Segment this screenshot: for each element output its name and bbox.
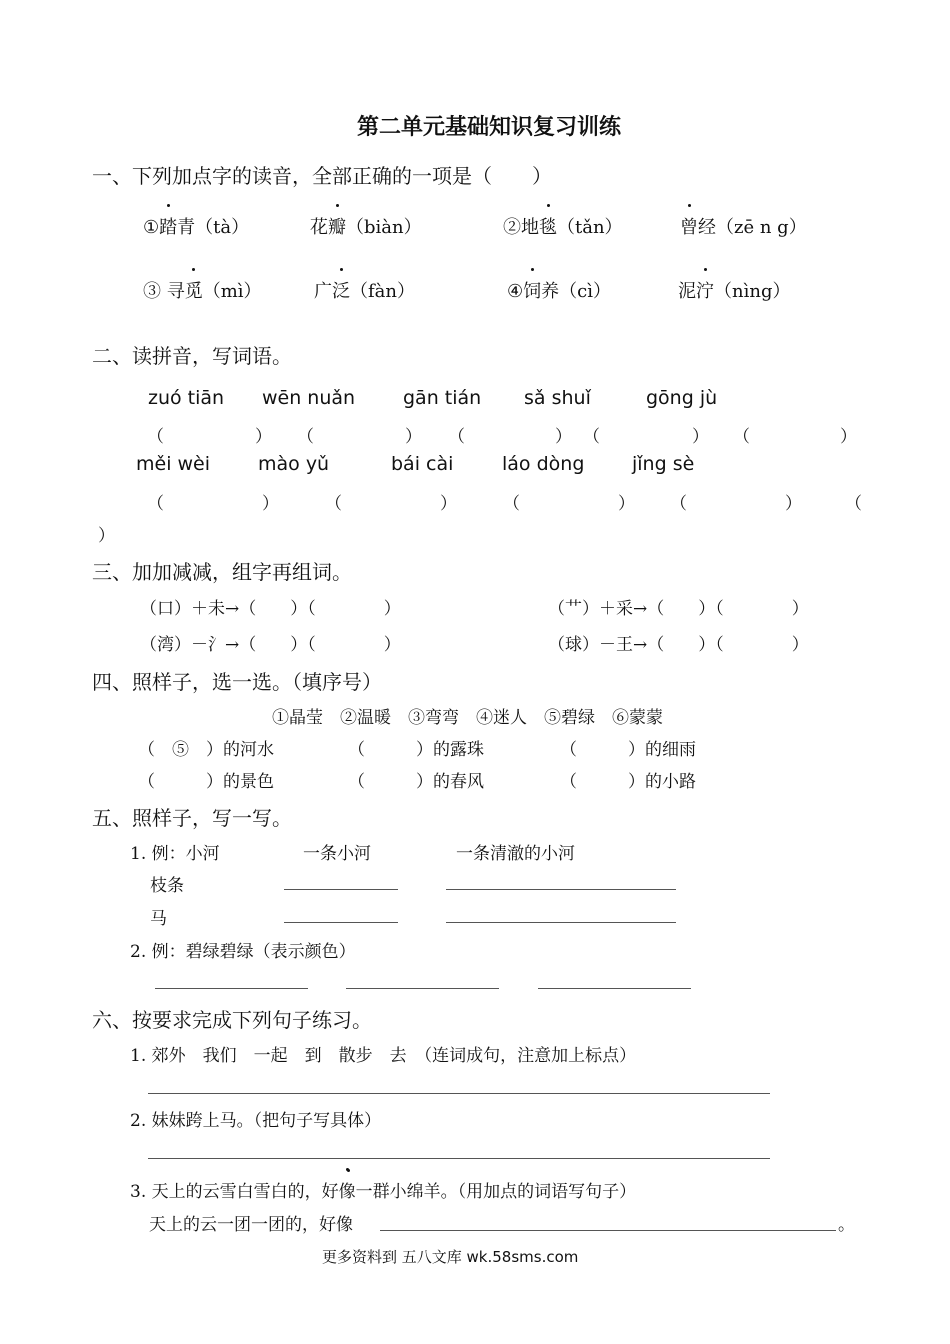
q4-heading: 四、照样子，选一选。（填序号） bbox=[92, 670, 382, 694]
pinyin-item: zuó tiān bbox=[148, 387, 225, 409]
pinyin-item: bái cài bbox=[391, 453, 454, 475]
pinyin-item: jǐng sè bbox=[632, 453, 695, 475]
answer-bracket-close: ） bbox=[98, 526, 115, 546]
q1-option-4a: ④饲养（cì） bbox=[507, 277, 611, 303]
q6-answer-prefix: 天上的云一团一团的，好像 bbox=[149, 1215, 353, 1235]
answer-bracket-open: （ bbox=[670, 494, 687, 514]
answer-bracket-open: （ bbox=[147, 494, 164, 514]
q1-option-2b: 曾经（zē n g） bbox=[680, 213, 807, 239]
answer-bracket-close: ） bbox=[255, 427, 272, 447]
q5-word: 枝条 bbox=[150, 876, 184, 896]
answer-bracket-open: （ bbox=[733, 427, 750, 447]
pinyin-item: mào yǔ bbox=[258, 453, 330, 475]
q6-sentence-3: 3. 天上的云雪白雪白的，好像一群小绵羊。（用加点的词语写句子） bbox=[130, 1177, 636, 1202]
q5-heading: 五、照样子，写一写。 bbox=[92, 806, 292, 830]
q6-answer-end: 。 bbox=[838, 1215, 855, 1235]
q1-option-1a: ①踏青（tà） bbox=[143, 213, 249, 239]
answer-bracket-open: （ bbox=[845, 494, 862, 514]
answer-bracket-close: ） bbox=[440, 494, 457, 514]
answer-bracket-open: （ bbox=[325, 494, 342, 514]
emphasis-dot bbox=[347, 1169, 350, 1172]
q3-item: （球）－王→（ ）（ ） bbox=[548, 635, 809, 655]
pinyin-item: gān tián bbox=[403, 387, 482, 409]
dotted-char: 曾 bbox=[680, 213, 698, 239]
answer-bracket-close: ） bbox=[618, 494, 635, 514]
q5-example-label: 1. 例：小河 bbox=[130, 844, 220, 864]
answer-line[interactable] bbox=[538, 988, 691, 989]
q1-option-2a: ②地毯（tǎn） bbox=[503, 213, 623, 239]
answer-bracket-open: （ bbox=[583, 427, 600, 447]
dotted-char: 觅 bbox=[185, 277, 203, 303]
footer-text: 更多资料到 五八文库 wk.58sms.com bbox=[322, 1248, 579, 1266]
answer-bracket-open: （ bbox=[448, 427, 465, 447]
q5-example-2: 2. 例：碧绿碧绿（表示颜色） bbox=[130, 942, 356, 962]
answer-line[interactable] bbox=[155, 988, 308, 989]
q3-item: （湾）－氵→（ ）（ ） bbox=[140, 635, 401, 655]
pinyin-item: láo dòng bbox=[502, 453, 585, 475]
dotted-mark-first bbox=[343, 1177, 357, 1181]
q1-option-1b: 花瓣（biàn） bbox=[310, 213, 422, 239]
answer-bracket-close: ） bbox=[785, 494, 802, 514]
q1-heading: 一、下列加点字的读音，全部正确的一项是（ ） bbox=[92, 164, 552, 188]
q4-options: ①晶莹 ②温暖 ③弯弯 ④迷人 ⑤碧绿 ⑥蒙蒙 bbox=[272, 708, 663, 728]
q1-option-4b: 泥泞（nìng） bbox=[678, 277, 790, 303]
q3-item: （口）＋未→（ ）（ ） bbox=[140, 599, 401, 619]
q4-blank: （ ）的景色 bbox=[138, 772, 274, 792]
pinyin-item: sǎ shuǐ bbox=[524, 387, 591, 409]
dotted-char: 像 bbox=[339, 1177, 356, 1202]
q4-blank: （ ）的露珠 bbox=[348, 740, 484, 760]
q3-heading: 三、加加减减，组字再组词。 bbox=[92, 560, 352, 584]
q5-example-full: 一条清澈的小河 bbox=[456, 844, 575, 864]
pinyin-item: gōng jù bbox=[646, 387, 718, 409]
q3-item: （艹）＋采→（ ）（ ） bbox=[548, 599, 809, 619]
q4-blank: （ ⑤ ）的河水 bbox=[138, 740, 274, 760]
q2-heading: 二、读拼音，写词语。 bbox=[92, 344, 292, 368]
answer-bracket-close: ） bbox=[555, 427, 572, 447]
dotted-char: 踏 bbox=[159, 213, 177, 239]
answer-line[interactable] bbox=[148, 1158, 770, 1159]
dotted-char: 泞 bbox=[696, 277, 714, 303]
q6-sentence-1: 1. 郊外 我们 一起 到 散步 去 （连词成句，注意加上标点） bbox=[130, 1046, 637, 1066]
answer-bracket-open: （ bbox=[503, 494, 520, 514]
dotted-char: 毯 bbox=[539, 213, 557, 239]
answer-bracket-open: （ bbox=[147, 427, 164, 447]
q4-blank: （ ）的细雨 bbox=[560, 740, 696, 760]
q4-blank: （ ）的春风 bbox=[348, 772, 484, 792]
q4-blank: （ ）的小路 bbox=[560, 772, 696, 792]
answer-line[interactable] bbox=[380, 1230, 836, 1231]
q5-word: 马 bbox=[150, 909, 167, 929]
answer-line[interactable] bbox=[446, 889, 676, 890]
answer-bracket-open: （ bbox=[297, 427, 314, 447]
answer-bracket-close: ） bbox=[262, 494, 279, 514]
pinyin-item: wēn nuǎn bbox=[262, 387, 356, 409]
answer-line[interactable] bbox=[446, 922, 676, 923]
pinyin-item: měi wèi bbox=[136, 453, 211, 475]
answer-bracket-close: ） bbox=[692, 427, 709, 447]
answer-bracket-close: ） bbox=[405, 427, 422, 447]
page-title: 第二单元基础知识复习训练 bbox=[357, 114, 622, 140]
answer-line[interactable] bbox=[148, 1093, 770, 1094]
dotted-char: 瓣 bbox=[328, 213, 346, 239]
dotted-char: 饲 bbox=[523, 277, 541, 303]
answer-bracket-close: ） bbox=[840, 427, 857, 447]
q1-option-3a: ③ 寻觅（mì） bbox=[143, 277, 262, 303]
q6-heading: 六、按要求完成下列句子练习。 bbox=[92, 1008, 372, 1032]
answer-line[interactable] bbox=[346, 988, 499, 989]
q5-example-mid: 一条小河 bbox=[303, 844, 371, 864]
dotted-char: 泛 bbox=[332, 277, 350, 303]
q6-sentence-2: 2. 妹妹跨上马。（把句子写具体） bbox=[130, 1111, 382, 1131]
answer-line[interactable] bbox=[284, 922, 398, 923]
q1-option-3b: 广泛（fàn） bbox=[314, 277, 415, 303]
answer-line[interactable] bbox=[284, 889, 398, 890]
